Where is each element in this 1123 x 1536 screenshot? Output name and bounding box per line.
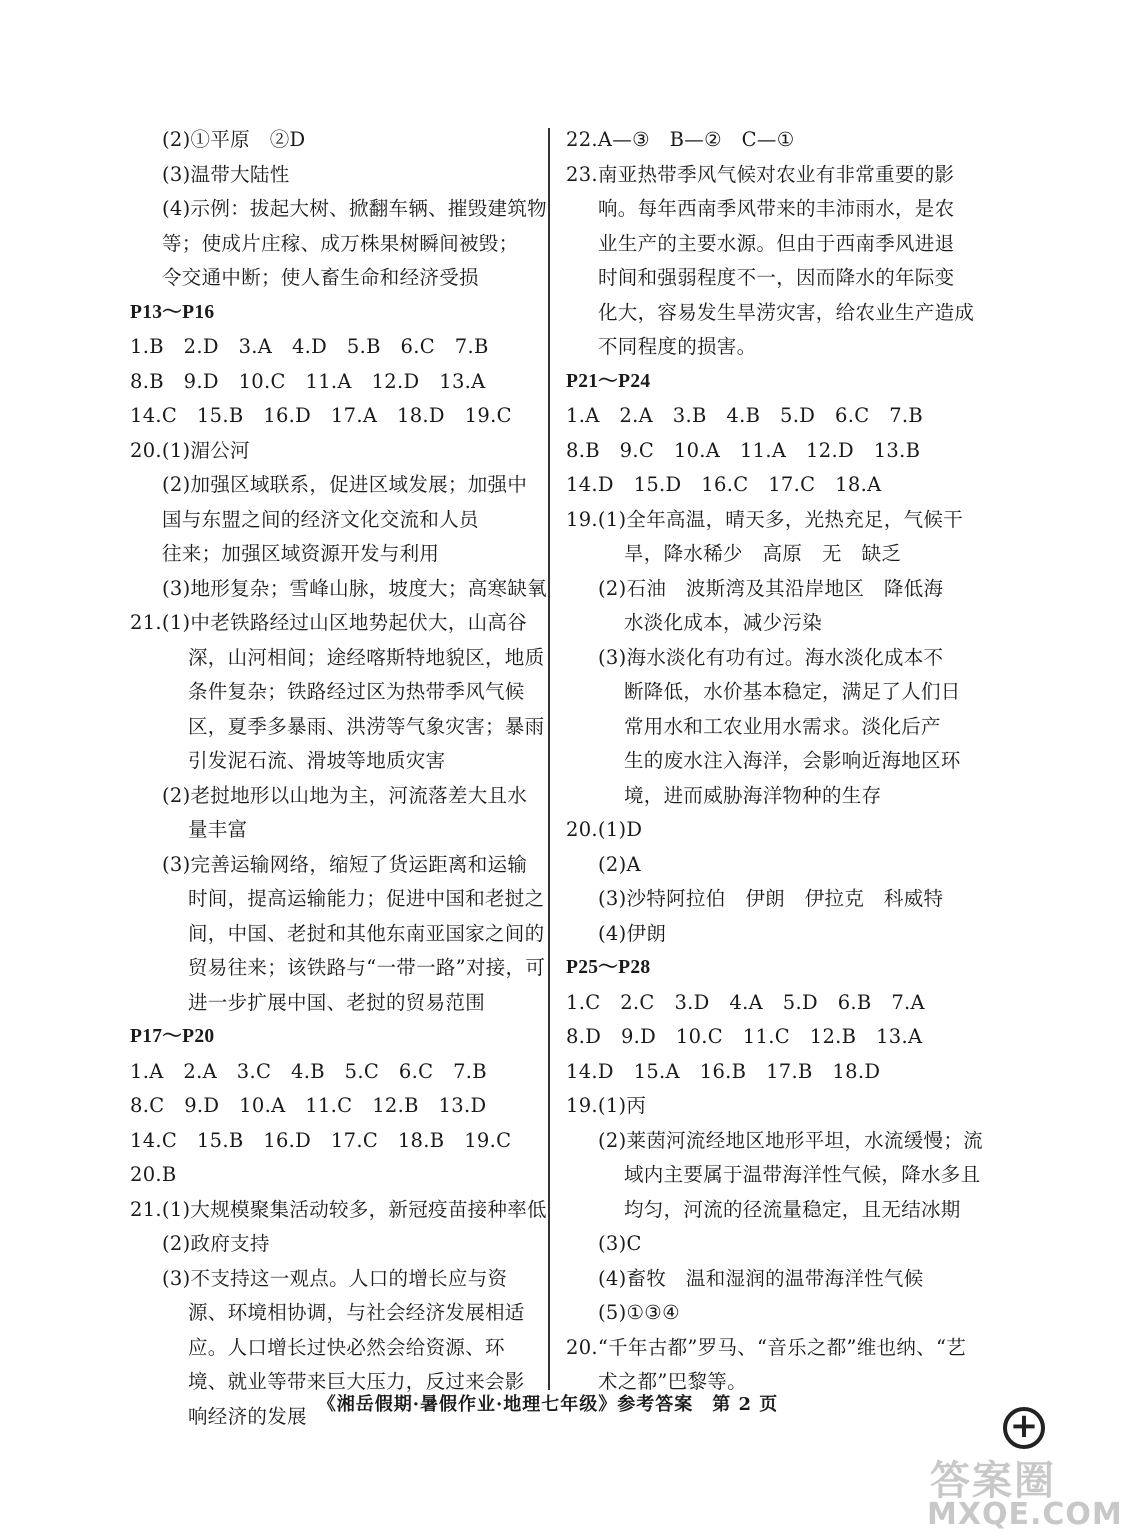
answer-line: (4)示例：拔起大树、掀翻车辆、摧毁建筑物 xyxy=(162,197,547,220)
answer-line: (3)C xyxy=(598,1232,642,1255)
answer-line: 令交通中断；使人畜生命和经济受损 xyxy=(162,266,479,289)
answer-line: 业生产的主要水源。但由于西南季风进退 xyxy=(598,231,955,255)
plus-circle-icon: + xyxy=(1003,1407,1045,1449)
section-heading: P13～P16 xyxy=(130,301,215,323)
answer-line: 8.C 9.D 10.A 11.C 12.B 13.D xyxy=(130,1094,487,1117)
answer-line: 常用水和工农业用水需求。淡化后产 xyxy=(624,714,941,738)
page-footer: 《湘岳假期·暑假作业·地理七年级》参考答案 第 2 页 xyxy=(317,1394,779,1415)
answer-line: 响经济的发展 xyxy=(188,1404,307,1428)
answer-line: (2)A xyxy=(598,852,641,876)
answer-line: 20.(1)D xyxy=(566,818,643,841)
answer-line: 往来；加强区域资源开发与利用 xyxy=(162,542,440,565)
answer-line: (2)政府支持 xyxy=(162,1232,270,1255)
answer-line: (2)石油 波斯湾及其沿岸地区 降低海 xyxy=(598,576,944,600)
answer-line: 20.B xyxy=(130,1163,177,1186)
answer-line: 响。每年西南季风带来的丰沛雨水，是农 xyxy=(598,197,955,220)
left-column xyxy=(130,123,550,1434)
answer-line: 旱，降水稀少 高原 无 缺乏 xyxy=(624,542,902,565)
answer-line: (2)①平原 ②D xyxy=(162,128,306,151)
answer-line: 均匀，河流的径流量稳定，且无结冰期 xyxy=(624,1197,961,1221)
answer-line: 1.B 2.D 3.A 4.D 5.B 6.C 7.B xyxy=(130,335,489,358)
answer-line: 不同程度的损害。 xyxy=(598,335,757,358)
answer-line: (3)地形复杂；雪峰山脉，坡度大；高寒缺氧 xyxy=(162,576,547,600)
answer-line: 19.(1)全年高温，晴天多，光热充足，气候干 xyxy=(566,507,964,531)
answer-line: 深，山河相间；途经喀斯特地貌区，地质 xyxy=(188,645,545,669)
watermark-url: MXQE.COM xyxy=(927,1497,1123,1532)
answer-line: 1.A 2.A 3.C 4.B 5.C 6.C 7.B xyxy=(130,1059,487,1083)
answer-line: 1.C 2.C 3.D 4.A 5.D 6.B 7.A xyxy=(566,990,925,1014)
answer-line: 14.D 15.D 16.C 17.C 18.A xyxy=(566,473,882,496)
answer-line: 境，进而威胁海洋物种的生存 xyxy=(624,783,882,807)
answer-line: 时间和强弱程度不一，因而降水的年际变 xyxy=(598,266,955,289)
answer-line: 水淡化成本，减少污染 xyxy=(624,611,823,634)
answer-line: 23.南亚热带季风气候对农业有非常重要的影 xyxy=(566,162,955,186)
answer-line: 8.D 9.D 10.C 11.C 12.B 13.A xyxy=(566,1025,923,1048)
answer-line: (2)老挝地形以山地为主，河流落差大且水 xyxy=(162,783,528,807)
answer-line: (2)莱茵河流经地区地形平坦，水流缓慢；流 xyxy=(598,1128,983,1152)
answer-line: 源、环境相协调，与社会经济发展相适 xyxy=(188,1301,525,1324)
answer-line: 化大，容易发生旱涝灾害，给农业生产造成 xyxy=(598,300,975,324)
answer-line: 贸易往来；该铁路与“一带一路”对接，可 xyxy=(188,956,546,979)
answer-line: 时间，提高运输能力；促进中国和老挝之 xyxy=(188,887,545,910)
answer-line: (3)温带大陆性 xyxy=(162,162,290,186)
answer-line: 22.A—③ B—② C—① xyxy=(566,128,795,151)
answer-line: (3)不支持这一观点。人口的增长应与资 xyxy=(162,1266,508,1290)
answer-line: 生的废水注入海洋，会影响近海地区环 xyxy=(624,749,961,772)
answer-line: 区，夏季多暴雨、洪涝等气象灾害；暴雨 xyxy=(188,714,545,738)
answer-line: 19.(1)丙 xyxy=(566,1094,647,1117)
answer-line: 1.A 2.A 3.B 4.B 5.D 6.C 7.B xyxy=(566,404,924,427)
answer-line: (4)畜牧 温和湿润的温带海洋性气候 xyxy=(598,1266,924,1290)
answer-line: 进一步扩展中国、老挝的贸易范围 xyxy=(188,990,486,1014)
answer-line: 14.C 15.B 16.D 17.A 18.D 19.C xyxy=(130,404,512,427)
answer-line: 条件复杂；铁路经过区为热带季风气候 xyxy=(188,680,525,703)
watermark-text: 答案圈 xyxy=(930,1458,1056,1504)
watermark-logo xyxy=(925,1405,1123,1535)
answer-line: 量丰富 xyxy=(188,818,248,841)
answer-line: 21.(1)大规模聚集活动较多，新冠疫苗接种率低 xyxy=(130,1197,547,1221)
section-heading: P17～P20 xyxy=(130,1026,215,1047)
section-heading: P25～P28 xyxy=(566,957,651,978)
answer-line: 引发泥石流、滑坡等地质灾害 xyxy=(188,749,446,772)
answer-line: (3)沙特阿拉伯 伊朗 伊拉克 科威特 xyxy=(598,887,944,910)
answer-line: 间，中国、老挝和其他东南亚国家之间的 xyxy=(188,921,545,945)
answer-line: 20.“千年古都”罗马、“音乐之都”维也纳、“艺 xyxy=(566,1335,967,1359)
answer-line: (4)伊朗 xyxy=(598,921,667,945)
answer-line: 境、就业等带来巨大压力，反过来会影 xyxy=(188,1370,525,1393)
answer-line: 8.B 9.D 10.C 11.A 12.D 13.A xyxy=(130,369,486,393)
answer-line: 8.B 9.C 10.A 11.A 12.D 13.B xyxy=(566,438,921,462)
answer-line: 域内主要属于温带海洋性气候，降水多且 xyxy=(624,1163,981,1186)
answer-line: (2)加强区域联系，促进区域发展；加强中 xyxy=(162,473,528,496)
answer-line: 断降低，水价基本稳定，满足了人们日 xyxy=(624,680,961,703)
answer-line: (5)①③④ xyxy=(598,1301,680,1324)
right-column xyxy=(566,123,986,1400)
column-divider xyxy=(548,128,550,1390)
answer-line: 等；使成片庄稼、成万株果树瞬间被毁； xyxy=(162,231,519,255)
answer-line: (3)完善运输网络，缩短了货运距离和运输 xyxy=(162,852,528,876)
answer-line: 应。人口增长过快必然会给资源、环 xyxy=(188,1335,505,1359)
answer-line: 国与东盟之间的经济文化交流和人员 xyxy=(162,507,479,531)
answer-line: 术之都”巴黎等。 xyxy=(598,1370,747,1393)
answer-line: 14.D 15.A 16.B 17.B 18.D xyxy=(566,1059,881,1083)
answer-line: (3)海水淡化有功有过。海水淡化成本不 xyxy=(598,645,944,669)
answer-line: 14.C 15.B 16.D 17.C 18.B 19.C xyxy=(130,1128,512,1152)
answer-line: 20.(1)湄公河 xyxy=(130,438,250,462)
answer-line: 21.(1)中老铁路经过山区地势起伏大，山高谷 xyxy=(130,611,528,634)
section-heading: P21～P24 xyxy=(566,370,651,392)
